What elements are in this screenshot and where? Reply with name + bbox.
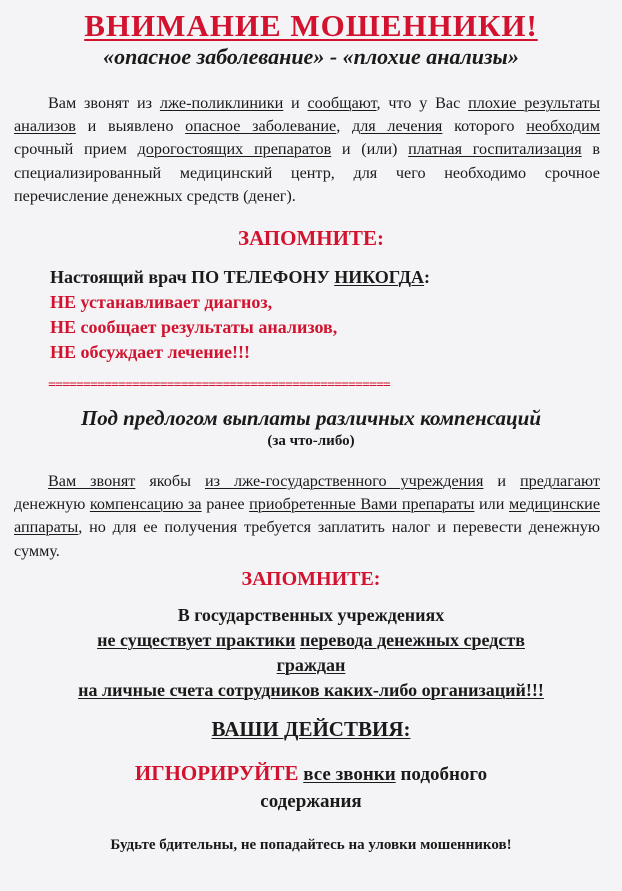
gov-line-4: на личные счета сотрудников каких-либо организаций!!! [78, 680, 544, 700]
doctor-line-1: Настоящий врач ПО ТЕЛЕФОНУ НИКОГДА: [50, 267, 431, 287]
section-2-title: Под предлогом выплаты различных компенсаций [80, 406, 542, 430]
remember-heading-1: ЗАПОМНИТЕ: [238, 226, 384, 250]
actions-heading: ВАШИ ДЕЙСТВИЯ: [211, 717, 411, 741]
section-2-subtitle: (за что-либо) [267, 433, 355, 449]
doctor-line-4: НЕ обсуждает лечение!!! [50, 342, 251, 362]
footer-warning: Будьте бдительны, не попадайтесь на уловки мошенников! [110, 837, 512, 853]
paragraph-1: Вам звонят из лже-поликлиники и сообщают, что у Вас плохие результаты анализов и выявлено опасное заболевание, для лечения которого необходим срочный прием дорогостоящих препаратов и (или) платная госпитализация в специализированный медицинский центр, для чего необходимо срочное перечисление денежных средств (денег). [14, 94, 600, 205]
main-title: ВНИМАНИЕ МОШЕННИКИ! [84, 8, 538, 43]
gov-line-3: граждан [276, 655, 346, 675]
paragraph-2: Вам звонят якобы из лже-государственного учреждения и предлагают денежную компенсацию за ранее приобретенные Вами препараты или медицинские аппараты, но для ее получения требуется заплатить налог и перевести денежную сумму. [14, 472, 601, 560]
ignore-instruction: ИГНОРИРУЙТЕ все звонки подобного содержания [134, 761, 488, 812]
doctor-line-3: НЕ сообщает результаты анализов, [50, 317, 338, 337]
gov-line-2: не существует практики перевода денежных средств [97, 630, 525, 650]
section-divider: ================================================= [48, 378, 390, 393]
remember-heading-2: ЗАПОМНИТЕ: [241, 568, 381, 590]
doctor-line-2: НЕ устанавливает диагноз, [50, 292, 273, 312]
gov-line-1: В государственных учреждениях [177, 605, 445, 625]
subtitle: «опасное заболевание» - «плохие анализы» [103, 44, 519, 69]
